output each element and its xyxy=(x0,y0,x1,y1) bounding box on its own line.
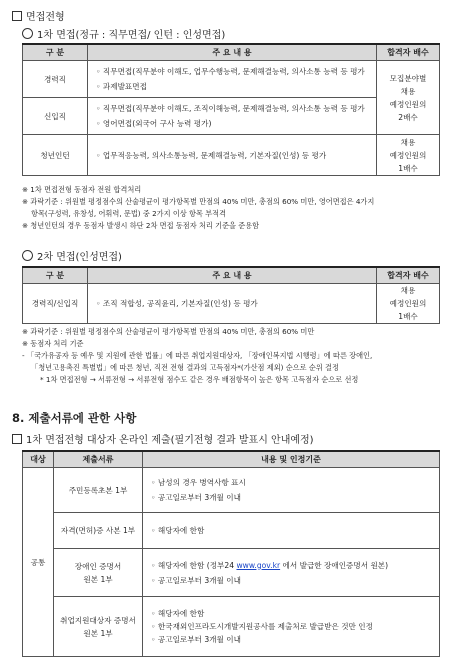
document-cell xyxy=(54,549,143,597)
first-interview-table xyxy=(22,43,440,176)
ratio-line: 예정인원의 xyxy=(389,150,427,160)
checkbox-square-icon xyxy=(12,11,22,21)
document-cell xyxy=(54,513,143,549)
list-item: ◦ 조직 적합성, 공직윤리, 기본자질(인성) 등 평가 xyxy=(96,296,376,311)
note-line: 항목(구성력, 유창성, 어휘력, 문법) 중 2가지 이상 항목 부적격 xyxy=(31,209,227,218)
ratio-line: 예정인원의 xyxy=(389,99,427,109)
list-item: ◦ 공고일로부터 3개월 이내 xyxy=(151,633,439,646)
ratio-cell xyxy=(377,284,440,324)
criteria-text: 에서 발급한 장애인증명서 원본) xyxy=(280,560,389,570)
gov24-link[interactable]: www.gov.kr xyxy=(236,560,281,570)
list-item: ◦ 해당자에 한함 xyxy=(151,523,439,538)
list-item: ◦ 과제발표면접 xyxy=(96,79,376,94)
criteria-cell xyxy=(143,549,440,597)
content-cell xyxy=(88,61,377,98)
checkbox-square-icon xyxy=(12,434,22,444)
ratio-line: 1배수 xyxy=(398,312,418,321)
second-interview-title-text: 2차 면접(인성면접) xyxy=(37,252,122,263)
header-ratio: 합격자 배수 xyxy=(377,267,440,284)
section-title-text: 면접전형 xyxy=(26,12,65,23)
note-line: ※ 1차 면접전형 동점자 전원 합격처리 xyxy=(22,185,142,194)
ratio-line: 1배수 xyxy=(398,163,418,173)
header-ratio: 합격자 배수 xyxy=(377,44,440,61)
first-notes xyxy=(22,184,452,232)
category-cell: 경력직/신입직 xyxy=(23,284,88,324)
target-cell: 공통 xyxy=(23,468,54,657)
header-criteria: 내용 및 인정기준 xyxy=(143,451,440,468)
criteria-cell xyxy=(143,597,440,657)
document-cell xyxy=(54,597,143,657)
table-row xyxy=(23,597,440,657)
document-name: 장애인 증명서 xyxy=(74,561,122,571)
table-row xyxy=(23,135,440,176)
second-notes xyxy=(22,326,454,386)
table-row xyxy=(23,549,440,597)
list-item: ◦ 남성의 경우 병역사항 표시 xyxy=(151,475,439,490)
first-interview-title xyxy=(22,26,225,41)
first-interview-title-text: 1차 면접(정규 : 직무면접/ 인턴 : 인성면접) xyxy=(37,30,226,41)
category-cell: 청년인턴 xyxy=(23,135,88,176)
documents-table xyxy=(22,450,440,657)
content-cell xyxy=(88,98,377,135)
content-cell xyxy=(88,135,377,176)
ratio-line: 채용 xyxy=(400,286,416,295)
criteria-cell xyxy=(143,468,440,513)
table-row xyxy=(23,61,440,98)
table-row xyxy=(23,513,440,549)
header-category: 구 분 xyxy=(23,267,88,284)
content-cell xyxy=(88,284,377,324)
list-item: ◦ 영어면접(외국어 구사 능력 평가) xyxy=(96,116,376,131)
list-item: ◦ 직무면접(직무분야 이해도, 조직이해능력, 문제해결능력, 의사소통 능력 등 평가 xyxy=(96,101,376,116)
doc-submission-title-text: 1차 면접전형 대상자 온라인 제출(필기전형 결과 발표시 안내예정) xyxy=(26,435,314,446)
note-line: - 「국가유공자 등 예우 및 지원에 관한 법률」에 따른 취업지원대상자, 「장애인복지법 시행령」에 따른 장애인, xyxy=(22,351,373,360)
category-cell: 경력직 xyxy=(23,61,88,98)
list-item: ◦ 업무적응능력, 의사소통능력, 문제해결능력, 기본자질(인성) 등 평가 xyxy=(96,148,376,163)
document-name: 원본 1부 xyxy=(83,574,113,584)
list-item: ◦ 공고일로부터 3개월 이내 xyxy=(151,573,439,588)
section-title xyxy=(12,8,65,23)
ratio-line: 예정인원의 xyxy=(389,299,427,308)
doc-submission-title xyxy=(12,431,314,446)
document-cell xyxy=(54,468,143,513)
ratio-line: 모집분야별 xyxy=(389,73,427,83)
note-line: ※ 청년인턴의 경우 동점자 발생시 하단 2차 면접 동점자 처리 기준을 준용함 xyxy=(22,221,260,230)
list-item: ◦ 한국재외인프라도시개발지원공사를 제출처로 발급받은 것만 인정 xyxy=(151,620,439,633)
criteria-cell xyxy=(143,513,440,549)
note-line: 「청년고용촉진 특별법」에 따른 청년, 직전 전형 결과의 고득점자*(가산점 제외) 순으로 순위 결정 xyxy=(31,363,339,372)
circle-bullet-icon xyxy=(22,28,33,39)
ratio-line: 채용 xyxy=(400,137,416,147)
document-name: 원본 1부 xyxy=(83,628,113,638)
note-line: * 1차 면접전형 → 서류전형 → 서류전형 점수도 같은 경우 배점항목이 높은 항목 고득점자 순으로 선정 xyxy=(40,375,359,384)
heading-submission-docs: 8. 제출서류에 관한 사항 xyxy=(12,411,137,425)
document-name: 자격(면허)증 사본 1부 xyxy=(60,526,136,535)
ratio-line: 2배수 xyxy=(398,112,418,122)
header-category: 구 분 xyxy=(23,44,88,61)
document-name: 취업지원대상자 증명서 xyxy=(60,615,136,625)
list-item: ◦ 공고일로부터 3개월 이내 xyxy=(151,490,439,505)
note-line: ※ 동점자 처리 기준 xyxy=(22,339,84,348)
criteria-text: 해당자에 한함 (정부24 xyxy=(157,560,237,570)
header-document: 제출서류 xyxy=(54,451,143,468)
header-content: 주 요 내 용 xyxy=(88,44,377,61)
list-item: ◦ 직무면접(직무분야 이해도, 업무수행능력, 문제해결능력, 의사소통 능력 등 평가 xyxy=(96,64,376,79)
ratio-line: 채용 xyxy=(400,86,416,96)
ratio-cell xyxy=(377,61,440,135)
second-interview-table xyxy=(22,266,440,324)
category-cell: 신입직 xyxy=(23,98,88,135)
note-line: ※ 과락기준 : 위원별 평정점수의 산술평균이 평가항목별 만점의 40% 미만, 총점의 60% 미만, 영어면접은 4가지 xyxy=(22,197,375,206)
table-row xyxy=(23,284,440,324)
document-name: 주민등록초본 1부 xyxy=(68,485,128,495)
header-target: 대상 xyxy=(23,451,54,468)
table-row xyxy=(23,468,440,513)
note-line: ※ 과락기준 : 위원별 평정점수의 산술평균이 평가항목별 만점의 40% 미만, 총점의 60% 미만 xyxy=(22,327,315,336)
header-content: 주 요 내 용 xyxy=(88,267,377,284)
second-interview-title xyxy=(22,248,122,263)
ratio-cell xyxy=(377,135,440,176)
list-item xyxy=(151,558,439,573)
circle-bullet-icon xyxy=(22,250,33,261)
list-item: ◦ 해당자에 한함 xyxy=(151,607,439,620)
